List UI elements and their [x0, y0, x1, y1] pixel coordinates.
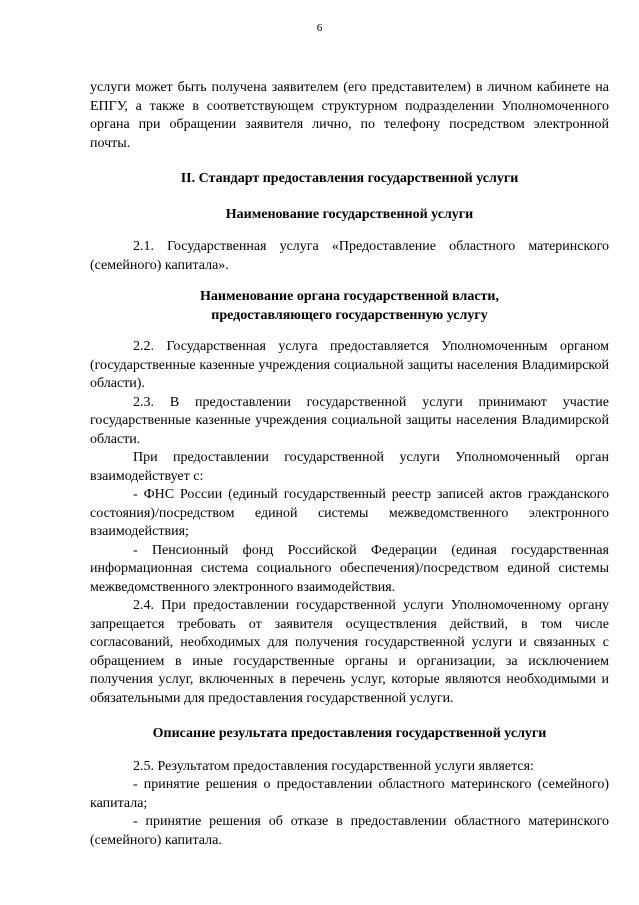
paragraph-2-4: 2.4. При предоставлении государственной услуги Уполномоченному органу запрещается требовать от заявителя осуществления действий, в том числе согласований, необходимых для получения государственной услуги и связанных с обращением в иные государственные органы и организации, за исключением получения услуг, включенных в перечень услуг, которые являются необходимыми и обязательными для предоставления государственной услуги.	[90, 598, 609, 706]
paragraph-intro: услуги может быть получена заявителем (его представителем) в личном кабинете на ЕПГУ, а также в соответствующем структурном подразделении Уполномоченного органа при обращении заявителя лично, по телефону посредством электронной почты.	[90, 80, 609, 151]
paragraph-interaction: При предоставлении государственной услуги Уполномоченный орган взаимодействует с:	[90, 450, 609, 484]
paragraph-refuse: - принятие решения об отказе в предоставлении областного материнского (семейного) капитала.	[90, 814, 609, 848]
paragraph-2-1: 2.1. Государственная услуга «Предоставление областного материнского (семейного) капитала».	[90, 239, 609, 273]
heading-organ-line-2: предоставляющего государственную услугу	[211, 307, 488, 323]
heading-result: Описание результата предоставления государственной услуги	[152, 726, 547, 741]
document-body	[90, 79, 609, 850]
paragraph-fns: - ФНС России (единый государственный реестр записей актов гражданского состояния)/посредством единой системы межведомственного электронного взаимодействия;	[90, 487, 609, 539]
section-heading-standard: II. Стандарт предоставления государственной услуги	[180, 171, 519, 186]
paragraph-2-2: 2.2. Государственная услуга предоставляется Уполномоченным органом (государственные казенные учреждения социальной защиты населения Владимирской области).	[90, 339, 609, 391]
paragraph-accept: - принятие решения о предоставлении областного материнского (семейного) капитала;	[90, 777, 609, 811]
paragraph-2-5: 2.5. Результатом предоставления государственной услуги является:	[133, 758, 534, 774]
paragraph-pfr: - Пенсионный фонд Российской Федерации (единая государственная информационная система социального обеспечения)/посредством единой системы межведомственного электронного взаимодействия.	[90, 542, 609, 595]
heading-organ-line-1: Наименование органа государственной власти,	[199, 289, 500, 304]
paragraph-2-3: 2.3. В предоставлении государственной услуги принимают участие государственные казенные учреждения социальной защиты населения Владимирской области.	[90, 394, 609, 447]
heading-service-name: Наименование государственной услуги	[225, 206, 474, 222]
page-number: 6	[316, 22, 323, 34]
